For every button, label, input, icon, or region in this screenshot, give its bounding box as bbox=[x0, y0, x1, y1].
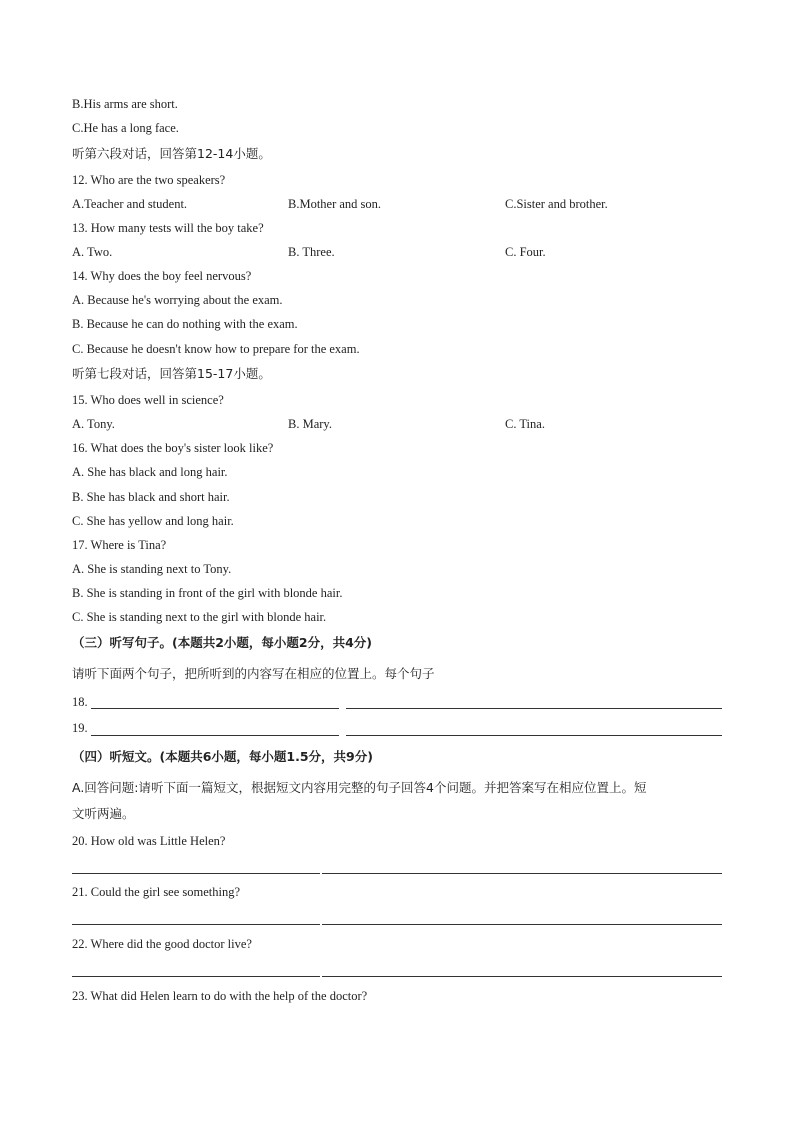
answer-line[interactable] bbox=[322, 976, 722, 977]
answer-line[interactable] bbox=[346, 735, 722, 736]
answer-line[interactable] bbox=[346, 708, 722, 709]
question-text: 13. How many tests will the boy take? bbox=[72, 221, 264, 235]
question-text: 23. What did Helen learn to do with the help of the doctor? bbox=[72, 989, 368, 1003]
option-a: A. She has black and long hair. bbox=[72, 465, 228, 479]
question-text: 20. How old was Little Helen? bbox=[72, 834, 226, 848]
option-b: B. Three. bbox=[288, 245, 335, 259]
question-number: 18. bbox=[72, 695, 88, 709]
section-instruction: 听第七段对话，回答第15-17小题。 bbox=[72, 366, 271, 381]
question-text: 22. Where did the good doctor live? bbox=[72, 937, 252, 951]
question-text: 14. Why does the boy feel nervous? bbox=[72, 269, 252, 283]
option-text: C.He has a long face. bbox=[72, 121, 179, 135]
answer-line[interactable] bbox=[91, 735, 339, 736]
option-b: B.Mother and son. bbox=[288, 197, 382, 211]
option-b: B. Mary. bbox=[288, 417, 332, 431]
option-a: A.Teacher and student. bbox=[72, 197, 188, 211]
answer-line[interactable] bbox=[322, 924, 722, 925]
option-c: C. Four. bbox=[505, 245, 546, 259]
section-instruction: A.回答问题:请听下面一篇短文，根据短文内容用完整的句子回答4个问题。并把答案写在相应位置上。短 bbox=[72, 780, 647, 795]
section-instruction: 请听下面两个句子，把所听到的内容写在相应的位置上。每个句子 bbox=[72, 666, 435, 681]
section-heading: （四）听短文。(本题共6小题，每小题1.5分，共9分) bbox=[72, 749, 373, 764]
option-c: C. Because he doesn't know how to prepare for the exam. bbox=[72, 342, 360, 356]
option-b: B. She is standing in front of the girl with blonde hair. bbox=[72, 586, 343, 600]
answer-line[interactable] bbox=[91, 708, 339, 709]
answer-line[interactable] bbox=[72, 976, 320, 977]
section-instruction: 文听两遍。 bbox=[72, 806, 135, 821]
question-number: 19. bbox=[72, 721, 88, 735]
question-text: 21. Could the girl see something? bbox=[72, 885, 241, 899]
option-b: B. She has black and short hair. bbox=[72, 490, 230, 504]
option-c: C. Tina. bbox=[505, 417, 545, 431]
option-a: A. She is standing next to Tony. bbox=[72, 562, 232, 576]
question-text: 17. Where is Tina? bbox=[72, 538, 167, 552]
section-heading: （三）听写句子。(本题共2小题，每小题2分，共4分) bbox=[72, 635, 373, 650]
option-text: B.His arms are short. bbox=[72, 97, 178, 111]
question-text: 15. Who does well in science? bbox=[72, 393, 224, 407]
option-c: C. She is standing next to the girl with blonde hair. bbox=[72, 610, 327, 624]
question-text: 16. What does the boy's sister look like? bbox=[72, 441, 274, 455]
question-text: 12. Who are the two speakers? bbox=[72, 173, 226, 187]
option-a: A. Because he's worrying about the exam. bbox=[72, 293, 283, 307]
answer-line[interactable] bbox=[72, 924, 320, 925]
answer-line[interactable] bbox=[72, 873, 320, 874]
option-b: B. Because he can do nothing with the exam. bbox=[72, 317, 298, 331]
answer-line[interactable] bbox=[322, 873, 722, 874]
option-a: A. Two. bbox=[72, 245, 113, 259]
section-instruction: 听第六段对话，回答第12-14小题。 bbox=[72, 146, 271, 161]
option-c: C. She has yellow and long hair. bbox=[72, 514, 234, 528]
option-a: A. Tony. bbox=[72, 417, 115, 431]
option-c: C.Sister and brother. bbox=[505, 197, 608, 211]
